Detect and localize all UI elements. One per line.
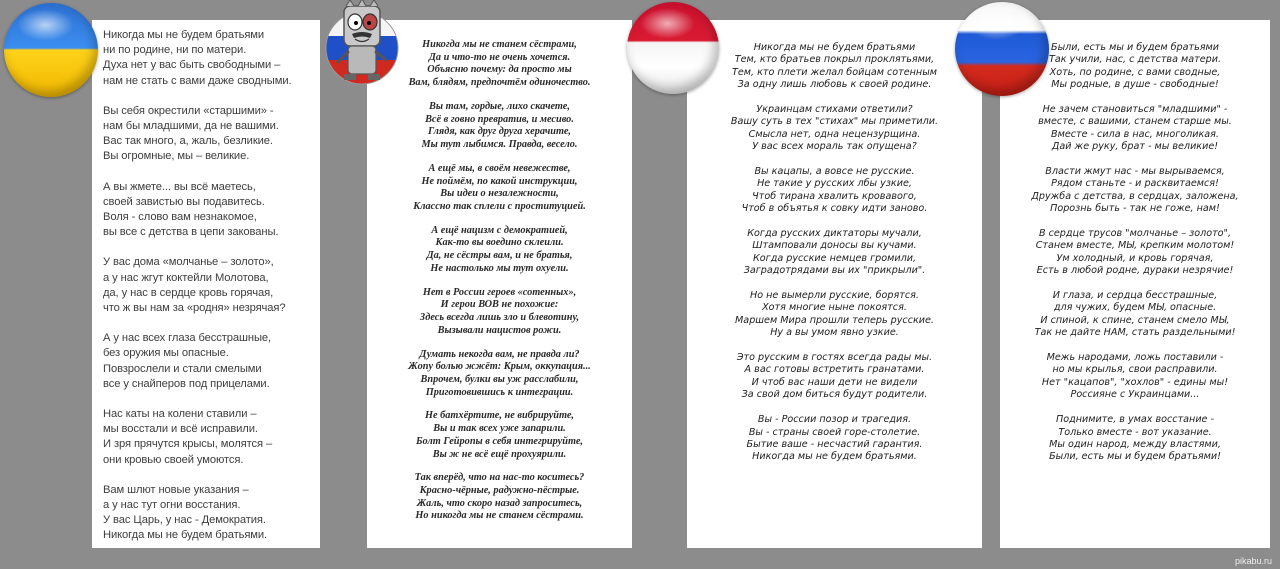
poem-line: нам бы младшими, да не вашими.	[103, 120, 279, 133]
stanza	[687, 166, 982, 216]
poem-line: Классно так сплели с проституцией.	[413, 200, 586, 212]
poem-line: Мы один народ, между властями,	[1049, 438, 1221, 450]
stanza	[367, 225, 632, 276]
poem-line: Болт Гейропы в себя интегрируйте,	[416, 435, 583, 447]
poem-line: У вас Царь, у нас - Демократия.	[103, 514, 266, 527]
poem-line: И зря прячутся крысы, молятся –	[103, 438, 273, 451]
stanza	[367, 287, 632, 338]
poem-line: Объясню почему: да просто мы	[427, 64, 572, 76]
poem-line: Никогда мы не будем братьями.	[752, 451, 917, 463]
poem-line: Штамповали доносы вы кучами.	[752, 240, 917, 252]
poem-line: Вашу суть в тех "стихах" мы приметили.	[730, 116, 939, 128]
poem-line: Когда русские немцев громили,	[752, 252, 917, 264]
poem-line: Мы тут лыбимся. Правда, весело.	[421, 139, 578, 151]
poem-line: Вы и так всех уже запарили.	[433, 423, 566, 435]
poem-line: Вместе - сила в нас, многоликая.	[1051, 128, 1219, 140]
poem-line: Были, есть мы и будем братьями	[1050, 42, 1220, 53]
stanza	[103, 255, 320, 316]
poem-line: Тем, кто плети желал бойцам сотенным	[731, 66, 938, 78]
poem-line: а у нас тут огни восстания.	[103, 499, 241, 512]
stanza	[1000, 228, 1270, 278]
poem-line: Да, не сёстры вам, и не братья,	[426, 250, 573, 262]
poem-line: Так не дайте НАМ, стать раздельными!	[1034, 327, 1236, 339]
mascot-character-icon	[314, 0, 410, 96]
poem-line: Воля - слово вам незнакомое,	[103, 211, 257, 224]
poem-line: Это русским в гостях всегда рады мы.	[736, 352, 933, 364]
poem-line: Не поймём, по какой инструкции,	[421, 175, 578, 187]
poem-line: вы все с детства в цепи закованы.	[103, 226, 279, 239]
poem-line: вместе, с вашими, станем старше мы.	[1038, 116, 1232, 128]
poem-line: И глаза, и сердца бесстрашные,	[1052, 290, 1218, 302]
poem-line: Межь народами, ложь поставили -	[1046, 352, 1224, 364]
poem-line: Не такие у русских лбы узкие,	[757, 178, 912, 190]
poem-line: За одну лишь любовь к своей родине.	[737, 79, 932, 91]
poem-line: Жаль, что скоро назад запроситесь,	[416, 497, 583, 509]
poem-line: мы восстали и всё исправили.	[103, 423, 258, 436]
poem-line: Заградотрядами вы их "прикрыли".	[743, 265, 926, 277]
poem-line: Так учили, нас, с детства матери.	[1048, 54, 1222, 66]
stanza	[687, 228, 982, 278]
poem-line: Были, есть мы и будем братьями!	[1049, 451, 1221, 463]
poem-line: Тем, кто братьев покрыл проклятьями,	[734, 54, 935, 66]
poem-line: Красно-чёрные, радужно-пёстрые.	[419, 485, 580, 497]
poem-line: Никогда мы не будем братьями	[103, 29, 265, 41]
stanza	[367, 472, 632, 523]
belarus-flag-icon	[627, 2, 719, 94]
stanza	[367, 349, 632, 400]
poem-line: Станем вместе, МЫ, крепким молотом!	[1035, 240, 1235, 252]
poem-line: Ум холодный, и кровь горячая,	[1056, 252, 1214, 264]
poem-line: Не батхёртите, не вибрируйте,	[424, 410, 575, 422]
poem-line: Бытие ваше - несчастий гарантия.	[746, 438, 923, 450]
poem-line: ни по родине, ни по матери.	[103, 44, 247, 57]
stanza	[367, 410, 632, 461]
poem-line: Поднимите, в умах восстание -	[1056, 414, 1214, 426]
poem-line: Никогда мы не будем братьями.	[103, 529, 268, 542]
stanza	[687, 352, 982, 402]
poem-line: Вы кацапы, а вовсе не русские.	[754, 166, 915, 178]
poem-line: Украинцам стихами ответили?	[756, 104, 913, 116]
poem-line: Вам, блядям, предпочтём одиночество.	[408, 77, 591, 89]
poem-line: Да и что-то не очень хочется.	[428, 51, 571, 63]
poem-line: Никогда мы не станем сёстрами,	[422, 39, 577, 50]
stanza	[687, 290, 982, 340]
poem-line: А вы жмете... вы всё маетесь,	[103, 180, 256, 193]
poem-line: Порознь быть - так не гоже, нам!	[1050, 203, 1220, 215]
poem-line: Вас так много, а, жаль, безликие.	[103, 135, 273, 148]
poem-line: А ещё мы, в своём невежестве,	[428, 162, 571, 174]
poem-line: А вас готовы встретить гранатами.	[744, 364, 925, 376]
stanza	[103, 104, 320, 165]
poem-line: Но никогда мы не станем сёстрами.	[415, 510, 584, 522]
poem-line: Ну а вы умом явно узкие.	[770, 327, 899, 339]
poem-line: но мы крылья, свои расправили.	[1052, 364, 1218, 376]
poem-card-russia	[1000, 20, 1270, 548]
poem-line: Смысла нет, одна нецензурщина.	[748, 128, 921, 140]
poem-line: Глядя, как друг друга херачите,	[427, 126, 572, 138]
poem-card-mascot	[367, 20, 632, 548]
stanza	[687, 414, 982, 464]
poem-line: Вызывали нацистов рожи.	[437, 324, 562, 336]
poem-line: И спиной, к спине, станем смело МЫ,	[1040, 314, 1230, 326]
poem-line: Вы - страны своей горе-столетие.	[748, 426, 921, 438]
poem-line: У вас дома «молчанье – золото»,	[103, 256, 274, 269]
ukraine-flag-icon	[4, 3, 98, 97]
poem-line: А ещё нацизм с демократией,	[431, 224, 568, 236]
russia-flag-icon	[955, 2, 1049, 96]
poem-line: все у снайперов под прицелами.	[103, 377, 270, 390]
poem-line: За свой дом биться будут родители.	[741, 389, 928, 401]
poem-line: Хоть, по родине, с вами сводные,	[1049, 66, 1221, 78]
poem-line: Рядом станьте - и расквитаемся!	[1051, 178, 1219, 190]
poem-line: Приготовившись к интеграции.	[425, 386, 574, 398]
stanza	[103, 180, 320, 241]
poem-line: нам не стать с вами даже сводными.	[103, 74, 292, 87]
stanza	[103, 331, 320, 392]
poem-line: Как-то вы воедино склеили.	[435, 237, 564, 249]
poem-line: Но не вымерли русские, борятся.	[750, 290, 919, 302]
stanza	[687, 104, 982, 154]
poem-line: Дай же руку, брат - мы великие!	[1051, 141, 1219, 153]
poem-line: Нет "кацапов", "хохлов" - едины мы!	[1041, 376, 1229, 388]
poem-line: Всё в говно превратив, и месиво.	[425, 113, 574, 125]
poem-line: Вам шлют новые указания –	[103, 483, 249, 496]
poem-line: Нас каты на колени ставили –	[103, 408, 257, 421]
poem-line: без оружия мы опасные.	[103, 347, 229, 360]
poem-line: Вы там, гордые, лихо скачете,	[429, 100, 570, 112]
stanza	[103, 28, 320, 89]
poem-line: Так вперёд, что на нас-то коситесь?	[414, 472, 585, 484]
poem-card-ukraine	[92, 20, 320, 548]
poem-line: Думать некогда вам, не правда ли?	[419, 348, 580, 360]
poem-line: Вы - России позор и трагедия.	[757, 414, 912, 426]
stanza	[1000, 166, 1270, 216]
poem-line: что ж вы нам за «родня» незрячая?	[103, 302, 286, 315]
poem-line: Чтоб тирана хвалить кровавого,	[752, 190, 917, 202]
poem-line: Россияне с Украинцами...	[1070, 389, 1200, 401]
poem-line: Жопу болью жжёт: Крым, оккупация...	[408, 361, 591, 373]
poem-line: Хотя многие ныне покоятся.	[762, 302, 907, 314]
stanza	[687, 42, 982, 92]
stanza	[1000, 414, 1270, 464]
stanza	[103, 483, 320, 544]
poem-line: Не зачем становиться "младшими" -	[1042, 104, 1228, 116]
poem-line: Есть в любой родне, дураки незрячие!	[1036, 265, 1234, 277]
poem-line: Впрочем, булки вы уж расслабили,	[420, 373, 579, 385]
stanza	[367, 163, 632, 214]
poem-line: своей завистью вы подавитесь.	[103, 195, 265, 208]
poem-line: Дружба с детства, в сердцах, заложена,	[1031, 190, 1239, 202]
poem-line: для чужих, будем МЫ, опасные.	[1053, 302, 1217, 314]
poem-line: Здесь всегда лишь зло и блевотину,	[419, 312, 580, 324]
stanza	[1000, 104, 1270, 154]
poem-line: А у нас всех глаза бесстрашные,	[103, 332, 272, 345]
stanza	[103, 407, 320, 468]
poem-line: да, у нас в сердце кровь горячая,	[103, 286, 274, 299]
stanza	[1000, 290, 1270, 340]
stanza	[367, 101, 632, 152]
poem-line: Власти жмут нас - мы вырываемся,	[1045, 166, 1225, 178]
poem-card-belarus	[687, 20, 982, 548]
watermark: pikabu.ru	[1234, 556, 1272, 566]
poem-line: Повзрослели и стали смелыми	[103, 362, 262, 375]
poem-line: Нет в России героев «сотенных»,	[422, 286, 577, 298]
poem-line: а у нас жгут коктейли Молотова,	[103, 271, 269, 284]
poem-line: И чтоб вас наши дети не видели	[751, 376, 918, 388]
poem-line: Когда русских диктаторы мучали,	[747, 228, 922, 240]
poem-line: И герои ВОВ не похожие:	[440, 299, 559, 311]
poem-line: Никогда мы не будем братьями	[753, 42, 916, 53]
poem-line: Вы себя окрестили «старшими» -	[103, 104, 274, 117]
poem-line: Не настолько мы тут охуели.	[430, 262, 569, 274]
stanza	[1000, 352, 1270, 402]
poem-line: Маршем Мира прошли теперь русские.	[735, 314, 934, 326]
poem-line: В сердце трусов "молчанье – золото",	[1038, 228, 1232, 240]
poem-line: Вы ж не всё ещё прохуярили.	[432, 448, 567, 460]
poem-line: Духа нет у вас быть свободными –	[103, 59, 281, 72]
poem-line: они кровью своей умоются.	[103, 453, 244, 466]
poem-line: У вас всех мораль так опущена?	[752, 141, 917, 153]
poem-line: Вы идеи о незалежности,	[440, 188, 559, 200]
poem-line: Мы родные, в душе - свободные!	[1051, 79, 1219, 91]
poem-line: Чтоб в объятья к совку идти заново.	[741, 203, 928, 215]
poem-line: Вы огромные, мы – великие.	[103, 150, 250, 163]
poem-line: Только вместе - вот указание.	[1058, 426, 1212, 438]
